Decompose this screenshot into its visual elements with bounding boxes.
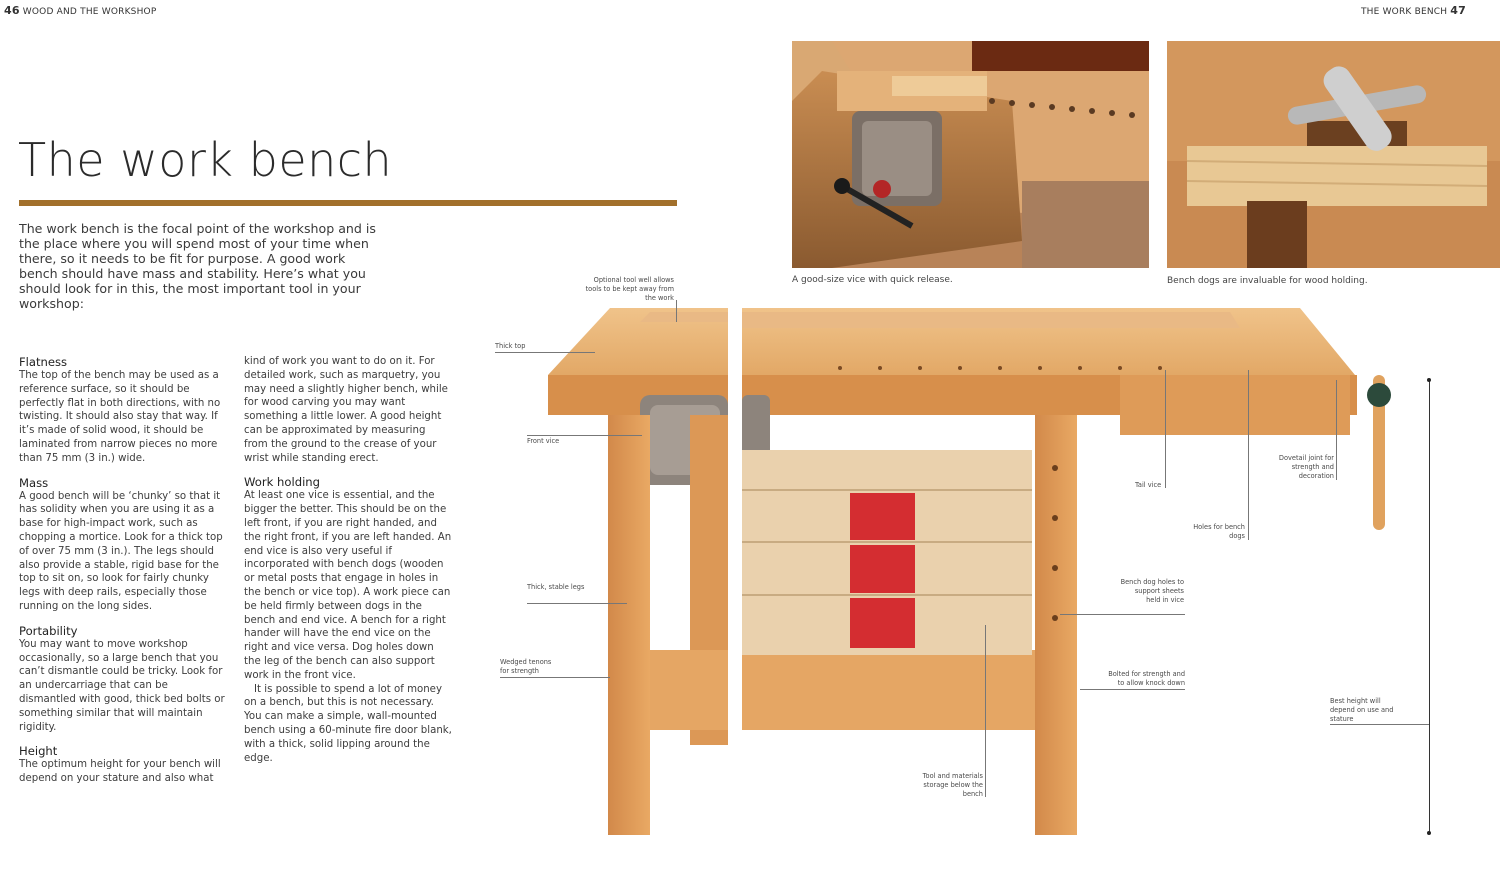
label-holes-dogs: Holes for bench dogs	[1193, 523, 1245, 540]
leader-thick-legs	[527, 603, 627, 604]
text-column-1	[19, 355, 227, 796]
page-title: The work bench	[18, 133, 393, 187]
leader-wedged-tenons	[500, 677, 610, 678]
workbench-illustration	[540, 300, 1400, 845]
right-page-number: 47	[1450, 4, 1466, 17]
height-dimension-line	[1429, 380, 1430, 833]
left-running-head: WOOD AND THE WORKSHOP	[22, 7, 157, 17]
intro-paragraph: The work bench is the focal point of the workshop and is the place where you will spend most of your time when there, so it needs to be fit for purpose. A good work bench should have mass and stability. Here’s what you should look for in this, the most important tool in your workshop:	[19, 221, 376, 311]
height-dimension-bottom-dot	[1427, 831, 1431, 835]
leader-holes-dogs	[1248, 370, 1249, 540]
label-wedged-tenons: Wedged tenons for strength	[500, 658, 552, 675]
heading-mass: Mass	[19, 475, 49, 490]
vice-photo	[792, 41, 1149, 268]
label-tool-well: Optional tool well allows tools to be kept away from the work	[585, 276, 674, 302]
bench-dogs-photo-caption: Bench dogs are invaluable for wood holding.	[1167, 276, 1368, 286]
bench-dogs-photo	[1167, 41, 1500, 268]
leader-dog-holes	[1060, 614, 1185, 615]
vice-photo-caption: A good-size vice with quick release.	[792, 275, 953, 285]
text-portability: You may want to move workshop occasionally, so a large bench that you can’t dismantle could be tricky. Look for an undercarriage that can be dismantled with good, thick bed bolts or something similar that will maintain rigidity.	[19, 638, 225, 733]
leader-thick-top	[495, 352, 595, 353]
leader-front-vice	[527, 435, 642, 436]
label-dovetail: Dovetail joint for strength and decoration	[1278, 454, 1334, 480]
text-flatness: The top of the bench may be used as a reference surface, so it should be perfectly flat in both directions, with no twisting. It should also stay that way. If it’s made of solid wood, it should be laminated from narrow pieces no more than 75 mm (3 in.) wide.	[19, 370, 221, 464]
right-folio	[1361, 4, 1466, 17]
label-dog-holes: Bench dog holes to support sheets held in vice	[1120, 578, 1184, 604]
label-bolted: Bolted for strength and to allow knock down	[1108, 670, 1185, 687]
heading-portability: Portability	[19, 623, 78, 638]
leader-dovetail	[1336, 380, 1337, 480]
label-thick-top: Thick top	[495, 342, 526, 350]
text-work-holding-2: It is possible to spend a lot of money on a bench, but this is not necessary. You can make a simple, wall-mounted bench using a 60-minute fire door blank, with a thick, solid lipping around the edge.	[244, 683, 452, 764]
leader-best-height	[1330, 724, 1430, 725]
label-best-height: Best height will depend on use and stature	[1330, 697, 1394, 723]
heading-flatness: Flatness	[19, 355, 68, 369]
text-work-holding: At least one vice is essential, and the bigger the better. This should be on the left front, if you are right handed, and the right front, if you are left handed. An end vice is also very useful if incorporated with bench dogs (wooden or metal posts that engage in holes in the bench or vice top). A work piece can be held firmly between dogs in the bench and end vice. A bench for a right hander will have the end vice on the right and vice versa. Dog holes down the leg of the bench can also support work in the front vice.	[244, 490, 452, 681]
heading-work-holding: Work holding	[244, 475, 320, 490]
height-dimension-top-dot	[1427, 378, 1431, 382]
text-mass: A good bench will be ‘chunky’ so that it has solidity when you are using it as a base for high-impact work, such as chopping a mortice. Look for a thick top of over 75 mm (3 in.). The legs should also provide a stable, rigid base for the top to sit on, so look for fairly chunky legs with deep rails, especially those running on the long sides.	[19, 490, 223, 612]
text-height: The optimum height for your bench will depend on your stature and also what	[19, 759, 221, 785]
label-tail-vice: Tail vice	[1135, 481, 1162, 489]
label-front-vice: Front vice	[527, 437, 560, 445]
leader-tool-well	[676, 300, 677, 322]
right-running-head: THE WORK BENCH	[1360, 7, 1448, 17]
left-folio	[4, 4, 156, 17]
leader-storage	[985, 625, 986, 797]
label-storage: Tool and materials storage below the bench	[922, 772, 983, 798]
left-page-number: 46	[4, 4, 20, 17]
heading-height: Height	[19, 744, 58, 759]
text-column-2	[244, 355, 452, 775]
label-thick-legs: Thick, stable legs	[527, 583, 585, 591]
leader-bolted	[1080, 689, 1185, 690]
title-rule	[19, 200, 677, 206]
text-height-continued: kind of work you want to do on it. For detailed work, such as marquetry, you may need a slightly higher bench, while for wood carving you may want something a little lower. A good height can be approximated by measuring from the ground to the crease of your wrist while standing erect.	[244, 356, 448, 464]
leader-tail-vice	[1165, 370, 1166, 488]
